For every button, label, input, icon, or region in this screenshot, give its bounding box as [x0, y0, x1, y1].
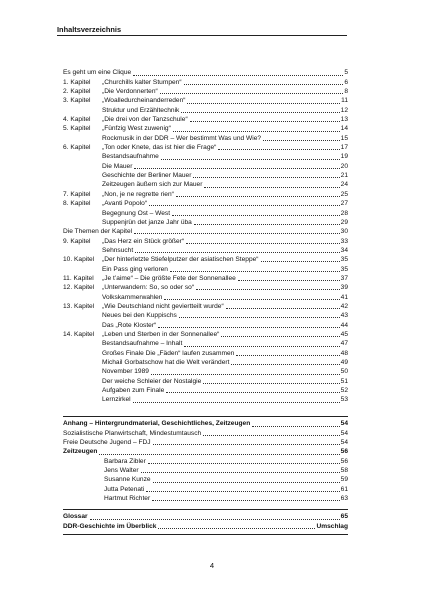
toc-entry-title: „Der hinterletzte Stiefelputzer der asiatischen Steppe“: [102, 256, 259, 264]
toc-entry-title: Struktur und Erzähltechnik: [102, 106, 180, 114]
toc-entry: [63, 339, 348, 348]
toc-entry: [63, 367, 348, 376]
toc-entry-title: Barbara Zibler: [104, 457, 146, 465]
leader-dots: [134, 233, 340, 234]
toc-entry-title: Es geht um eine Clique: [63, 69, 132, 77]
toc-entry: [63, 236, 348, 245]
toc-page-number: 41: [340, 293, 348, 301]
toc-entry-title: „Churchills kalter Stumpen“: [102, 78, 182, 86]
toc-page-number: 25: [340, 190, 348, 198]
toc-chapter-label: 3. Kapitel: [63, 97, 91, 105]
leader-dots: [196, 289, 340, 290]
toc-entry-title: Ein Pass ging verloren: [102, 265, 168, 273]
toc-page-number: Umschlag: [316, 522, 348, 530]
toc-entry: [63, 124, 348, 133]
leader-dots: [141, 472, 340, 473]
leader-dots: [176, 196, 340, 197]
leader-dots: [152, 500, 339, 501]
toc-entry-title: Bestandsaufnahme: [102, 153, 159, 161]
toc-page-number: 54: [340, 429, 348, 437]
toc-entry: [63, 447, 348, 456]
toc-chapter-label: 7. Kapitel: [63, 190, 91, 198]
leader-dots: [166, 392, 339, 393]
header-rule: [57, 35, 347, 36]
toc-entry-title: Begegnung Ost – West: [102, 209, 171, 217]
toc-chapter-label: 1. Kapitel: [63, 78, 91, 86]
toc-entry: [63, 292, 348, 301]
toc-entry-title: Aufgaben zum Finale: [102, 387, 165, 395]
toc-page-number: 61: [340, 485, 348, 493]
toc-entry: [63, 348, 348, 357]
toc-entry-title: „Die drei von der Tanzschule“: [102, 116, 188, 124]
toc-entry-title: „Non, je ne regrette rien“: [102, 190, 174, 198]
toc-entry-title: Volkskammerwahlen: [102, 293, 163, 301]
toc-entry-title: Die Themen der Kapitel: [63, 228, 133, 236]
toc-entry-title: „Leben und Sterben in der Sonnenallee“: [102, 330, 220, 338]
leader-dots: [172, 215, 340, 216]
toc-page-number: 15: [340, 134, 348, 142]
toc-entry-title: „Die Verdonnerten“: [102, 88, 158, 96]
toc-entry-title: Zeitzeugen: [63, 448, 98, 456]
leader-dots: [170, 271, 340, 272]
toc-entry: [63, 255, 348, 264]
toc-entry-title: Freie Deutsche Jugend – FDJ: [63, 439, 151, 447]
toc-page-number: 17: [340, 144, 348, 152]
toc-entry: [63, 161, 348, 170]
leader-dots: [231, 364, 339, 365]
toc-page-number: 27: [340, 200, 348, 208]
toc-chapter-label: 6. Kapitel: [63, 144, 91, 152]
toc-chapter-label: 8. Kapitel: [63, 200, 91, 208]
toc-page-number: 65: [340, 513, 348, 521]
toc-page-number: 30: [340, 228, 348, 236]
toc-entry: [63, 87, 348, 96]
toc-page-number: 12: [340, 106, 348, 114]
toc-page-number: 11: [341, 97, 348, 105]
toc-entry-title: „Das Herz ein Stück größer“: [102, 237, 185, 245]
leader-dots: [203, 383, 339, 384]
toc-entry: [63, 171, 348, 180]
toc-page-number: 8: [344, 88, 348, 96]
toc-entry: [63, 386, 348, 395]
toc-chapter-label: 10. Kapitel: [63, 256, 95, 264]
toc-entry-title: Der weiche Schleier der Nostalgie: [102, 377, 202, 385]
toc-page-number: 20: [340, 162, 348, 170]
leader-dots: [226, 308, 340, 309]
leader-dots: [236, 355, 339, 356]
toc-page-number: 44: [340, 321, 348, 329]
toc-entry-title: Anhang – Hintergrundmaterial, Geschichtliches, Zeitzeugen: [63, 420, 251, 428]
leader-dots: [133, 75, 343, 76]
toc-page-number: 21: [340, 172, 348, 180]
toc-entry: [63, 456, 348, 465]
leader-dots: [263, 140, 340, 141]
toc-entry: [63, 227, 348, 236]
toc-entry-title: „Avanti Popolo“: [102, 200, 147, 208]
toc-page-number: 49: [340, 359, 348, 366]
toc-entry: [63, 494, 348, 503]
toc-page-number: 14: [340, 125, 348, 133]
toc-entry-title: „Unterwandern: So, so oder so“: [102, 284, 194, 292]
toc-entry-title: Susanne Kunze: [104, 476, 151, 484]
toc-entry-title: Hartmut Richter: [104, 495, 151, 503]
leader-dots: [193, 177, 339, 178]
toc-page-number: 56: [340, 448, 348, 456]
toc-entry: [63, 283, 348, 292]
toc-entry-title: „Wie Deutschland nicht geviertteilt wurde“: [102, 302, 224, 310]
leader-dots: [161, 159, 340, 160]
leader-dots: [160, 93, 344, 94]
toc-chapter-label: 13. Kapitel: [63, 302, 95, 310]
toc-page-number: 5: [344, 69, 348, 77]
toc-entry: [63, 395, 348, 404]
leader-dots: [221, 336, 339, 337]
toc-page-number: 45: [340, 330, 348, 338]
toc-chapter-label: 5. Kapitel: [63, 125, 91, 133]
toc-entry-title: Das „Rote Kloster“: [102, 321, 157, 329]
toc-entry-title: Zeitzeugen äußern sich zur Mauer: [102, 181, 203, 189]
leader-dots: [194, 224, 340, 225]
leader-dots: [204, 187, 339, 188]
toc-entry: [63, 320, 348, 329]
toc-page-number: 34: [340, 246, 348, 254]
leader-dots: [181, 112, 339, 113]
toc-entry: [63, 96, 348, 105]
toc-entry-title: DDR-Geschichte im Überblick: [63, 522, 157, 530]
toc-entry: [63, 330, 348, 339]
toc-entry: [63, 311, 348, 320]
leader-dots: [99, 454, 339, 455]
toc-entry: [63, 484, 348, 493]
leader-dots: [153, 482, 340, 483]
toc-entry: [63, 115, 348, 124]
toc-page-number: 43: [340, 312, 348, 320]
toc-entry-title: Großes Finale Die „Fäden“ laufen zusammen: [102, 349, 235, 357]
section-divider: [63, 509, 348, 510]
toc-page-number: 24: [340, 181, 348, 189]
page-header-title: Inhaltsverzeichnis: [57, 25, 122, 34]
toc-entry: [63, 133, 348, 142]
toc-entry-title: Bestandsaufnahme – Inhalt: [102, 340, 183, 348]
toc-entry-title: Jutta Petenati: [104, 485, 145, 493]
leader-dots: [158, 327, 339, 328]
toc-entry: [63, 246, 348, 255]
leader-dots: [218, 149, 339, 150]
toc-entry-title: „Ton oder Knete, das ist hier die Frage“: [102, 144, 217, 152]
leader-dots: [203, 435, 339, 436]
toc-page-number: 53: [340, 396, 348, 404]
leader-dots: [238, 280, 340, 281]
section-divider: [63, 416, 348, 417]
toc-entry: [63, 68, 348, 77]
toc-chapter-label: 11. Kapitel: [63, 274, 94, 282]
toc-entry-title: Die Mauer: [102, 162, 133, 170]
toc-entry-title: „Fünfzig West zuwenig“: [102, 125, 171, 133]
toc-page-number: 59: [340, 476, 348, 484]
leader-dots: [173, 131, 340, 132]
toc-entry: [63, 208, 348, 217]
leader-dots: [187, 103, 340, 104]
toc-page-number: 28: [340, 209, 348, 217]
page-number: 4: [209, 561, 215, 570]
leader-dots: [146, 491, 339, 492]
toc-entry: [63, 218, 348, 227]
toc-entry-title: Suppenjrün det janze Jahr übа: [102, 218, 192, 226]
toc-entry: [63, 419, 348, 428]
toc-page-number: 35: [340, 265, 348, 273]
toc-entry-title: Sozialistische Planwirtschaft, Mindestumtausch: [63, 429, 202, 437]
toc-page-number: 33: [340, 237, 348, 245]
toc-chapter-label: 14. Kapitel: [63, 330, 95, 338]
toc-entry: [63, 475, 348, 484]
toc-entry: [63, 376, 348, 385]
toc-entry: [63, 358, 348, 367]
section-divider: [63, 534, 348, 535]
toc-appendix-section: [63, 419, 348, 503]
toc-entry: [63, 199, 348, 208]
toc-page-number: 63: [340, 495, 348, 503]
toc-page-number: 6: [344, 78, 348, 86]
toc-entry-title: Michail Gorbatschow hat die Welt verändert: [102, 359, 230, 366]
toc-entry: [63, 274, 348, 283]
toc-entry-title: „Woalledurcheinanderreden“: [102, 97, 186, 105]
toc-entry: [63, 180, 348, 189]
toc-entry-title: Neues bei den Kuppischs: [102, 312, 177, 320]
toc-page-number: 58: [340, 467, 348, 475]
toc-page-number: 52: [340, 387, 348, 395]
toc-page-number: 37: [340, 274, 348, 282]
toc-entry-title: Rockmusik in der DDR – Wer bestimmt Was und Wie?: [102, 134, 262, 142]
toc-entry: [63, 428, 348, 437]
toc-page-number: 39: [340, 284, 348, 292]
leader-dots: [252, 426, 339, 427]
toc-page-number: 54: [340, 420, 348, 428]
toc-entry: [63, 143, 348, 152]
toc-entry-title: Glossar: [63, 513, 88, 521]
leader-dots: [179, 317, 340, 318]
toc-page-number: 48: [340, 349, 348, 357]
toc-page-number: 13: [340, 116, 348, 124]
leader-dots: [190, 121, 340, 122]
toc-entry-title: Lernzirkel: [102, 396, 131, 404]
leader-dots: [135, 252, 339, 253]
toc-entry: [63, 512, 348, 521]
toc-page-number: 47: [340, 340, 348, 348]
toc-page-number: 42: [340, 302, 348, 310]
leader-dots: [148, 463, 340, 464]
toc-entry: [63, 189, 348, 198]
leader-dots: [158, 528, 315, 529]
toc-entry-title: „Je t’aime“ – Die größte Fete der Sonnenallee: [102, 274, 236, 282]
toc-page-number: 19: [340, 153, 348, 161]
toc-entry-title: Sehnsucht: [102, 246, 134, 254]
toc-entry: [63, 466, 348, 475]
leader-dots: [186, 243, 340, 244]
toc-page-number: 50: [340, 368, 348, 376]
toc-entry: [63, 521, 348, 530]
toc-entry: [63, 264, 348, 273]
toc-entry: [63, 77, 348, 86]
leader-dots: [261, 261, 340, 262]
leader-dots: [164, 299, 339, 300]
toc-page-number: 54: [340, 439, 348, 447]
toc-entry-title: Jens Walter: [104, 467, 139, 475]
leader-dots: [134, 168, 339, 169]
leader-dots: [149, 205, 340, 206]
leader-dots: [153, 444, 340, 445]
toc-main-section: [63, 68, 348, 404]
toc-end-section: [63, 512, 348, 531]
toc-page-number: 35: [340, 256, 348, 264]
toc-chapter-label: 9. Kapitel: [63, 237, 91, 245]
leader-dots: [184, 84, 344, 85]
leader-dots: [90, 519, 340, 520]
leader-dots: [133, 402, 340, 403]
leader-dots: [184, 346, 339, 347]
toc-entry: [63, 105, 348, 114]
toc-chapter-label: 4. Kapitel: [63, 116, 91, 124]
toc-chapter-label: 2. Kapitel: [63, 88, 91, 96]
toc-entry: [63, 438, 348, 447]
toc-chapter-label: 12. Kapitel: [63, 284, 95, 292]
toc-entry: [63, 152, 348, 161]
toc-entry: [63, 302, 348, 311]
toc-page-number: 51: [340, 377, 348, 385]
toc-entry-title: Geschichte der Berliner Mauer: [102, 172, 192, 180]
leader-dots: [151, 374, 340, 375]
toc-page-number: 56: [340, 457, 348, 465]
toc-page-number: 29: [340, 218, 348, 226]
toc-entry-title: November 1989: [102, 368, 149, 376]
